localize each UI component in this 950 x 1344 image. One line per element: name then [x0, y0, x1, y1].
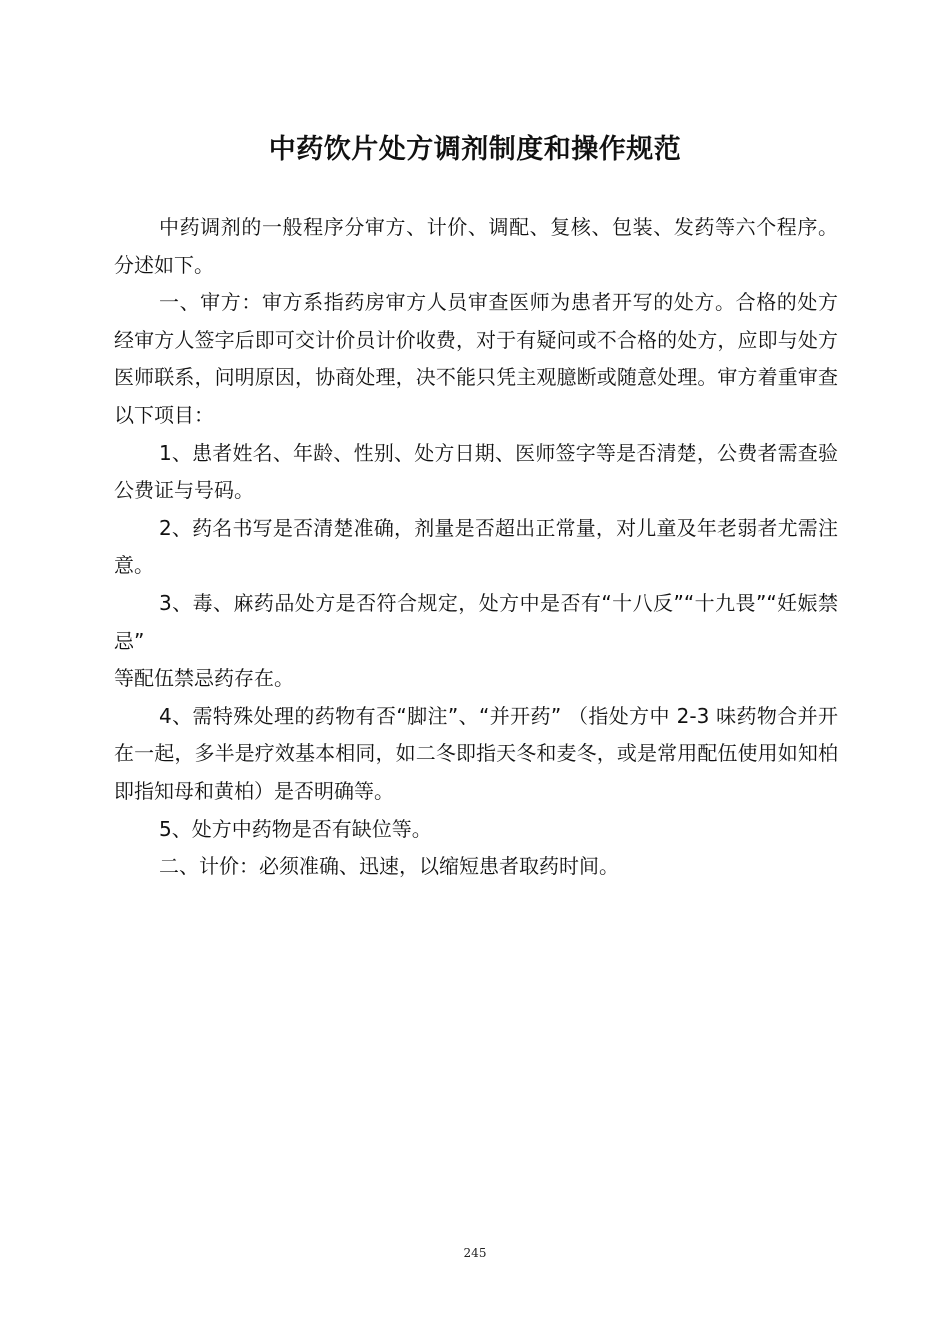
paragraph-item-3: 3、毒、麻药品处方是否符合规定，处方中是否有“十八反”“十九畏”“妊娠禁忌”	[114, 590, 838, 653]
paragraph-item-1: 1、患者姓名、年龄、性别、处方日期、医师签字等是否清楚，公费者需查验公费证与号码。	[114, 440, 838, 503]
document-title: 中药饮片处方调剂制度和操作规范	[268, 134, 682, 165]
paragraph-item-4: 4、需特殊处理的药物有否“脚注”、“并开药” （指处方中 2-3 味药物合并开在一起，多半是疗效基本相同，如二冬即指天冬和麦冬，或是常用配伍使用如知柏即指知母和黄柏）是否明确等。	[114, 703, 838, 803]
paragraph-item-3-continued: 等配伍禁忌药存在。	[114, 666, 294, 691]
page-number: 245	[463, 1246, 487, 1260]
paragraph-intro: 中药调剂的一般程序分审方、计价、调配、复核、包装、发药等六个程序。分述如下。	[114, 215, 838, 277]
paragraph-item-2: 2、药名书写是否清楚准确，剂量是否超出正常量，对儿童及年老弱者尤需注意。	[114, 515, 838, 578]
paragraph-item-5: 5、处方中药物是否有缺位等。	[159, 816, 432, 841]
document-body	[114, 209, 838, 886]
paragraph-section-2-pricing: 二、计价：必须准确、迅速，以缩短患者取药时间。	[159, 854, 619, 879]
paragraph-section-1-review: 一、审方：审方系指药房审方人员审查医师为患者开写的处方。合格的处方经审方人签字后即可交计价员计价收费，对于有疑问或不合格的处方，应即与处方医师联系，问明原因，协商处理，决不能只凭主观臆断或随意处理。审方着重审查以下项目：	[114, 290, 838, 427]
